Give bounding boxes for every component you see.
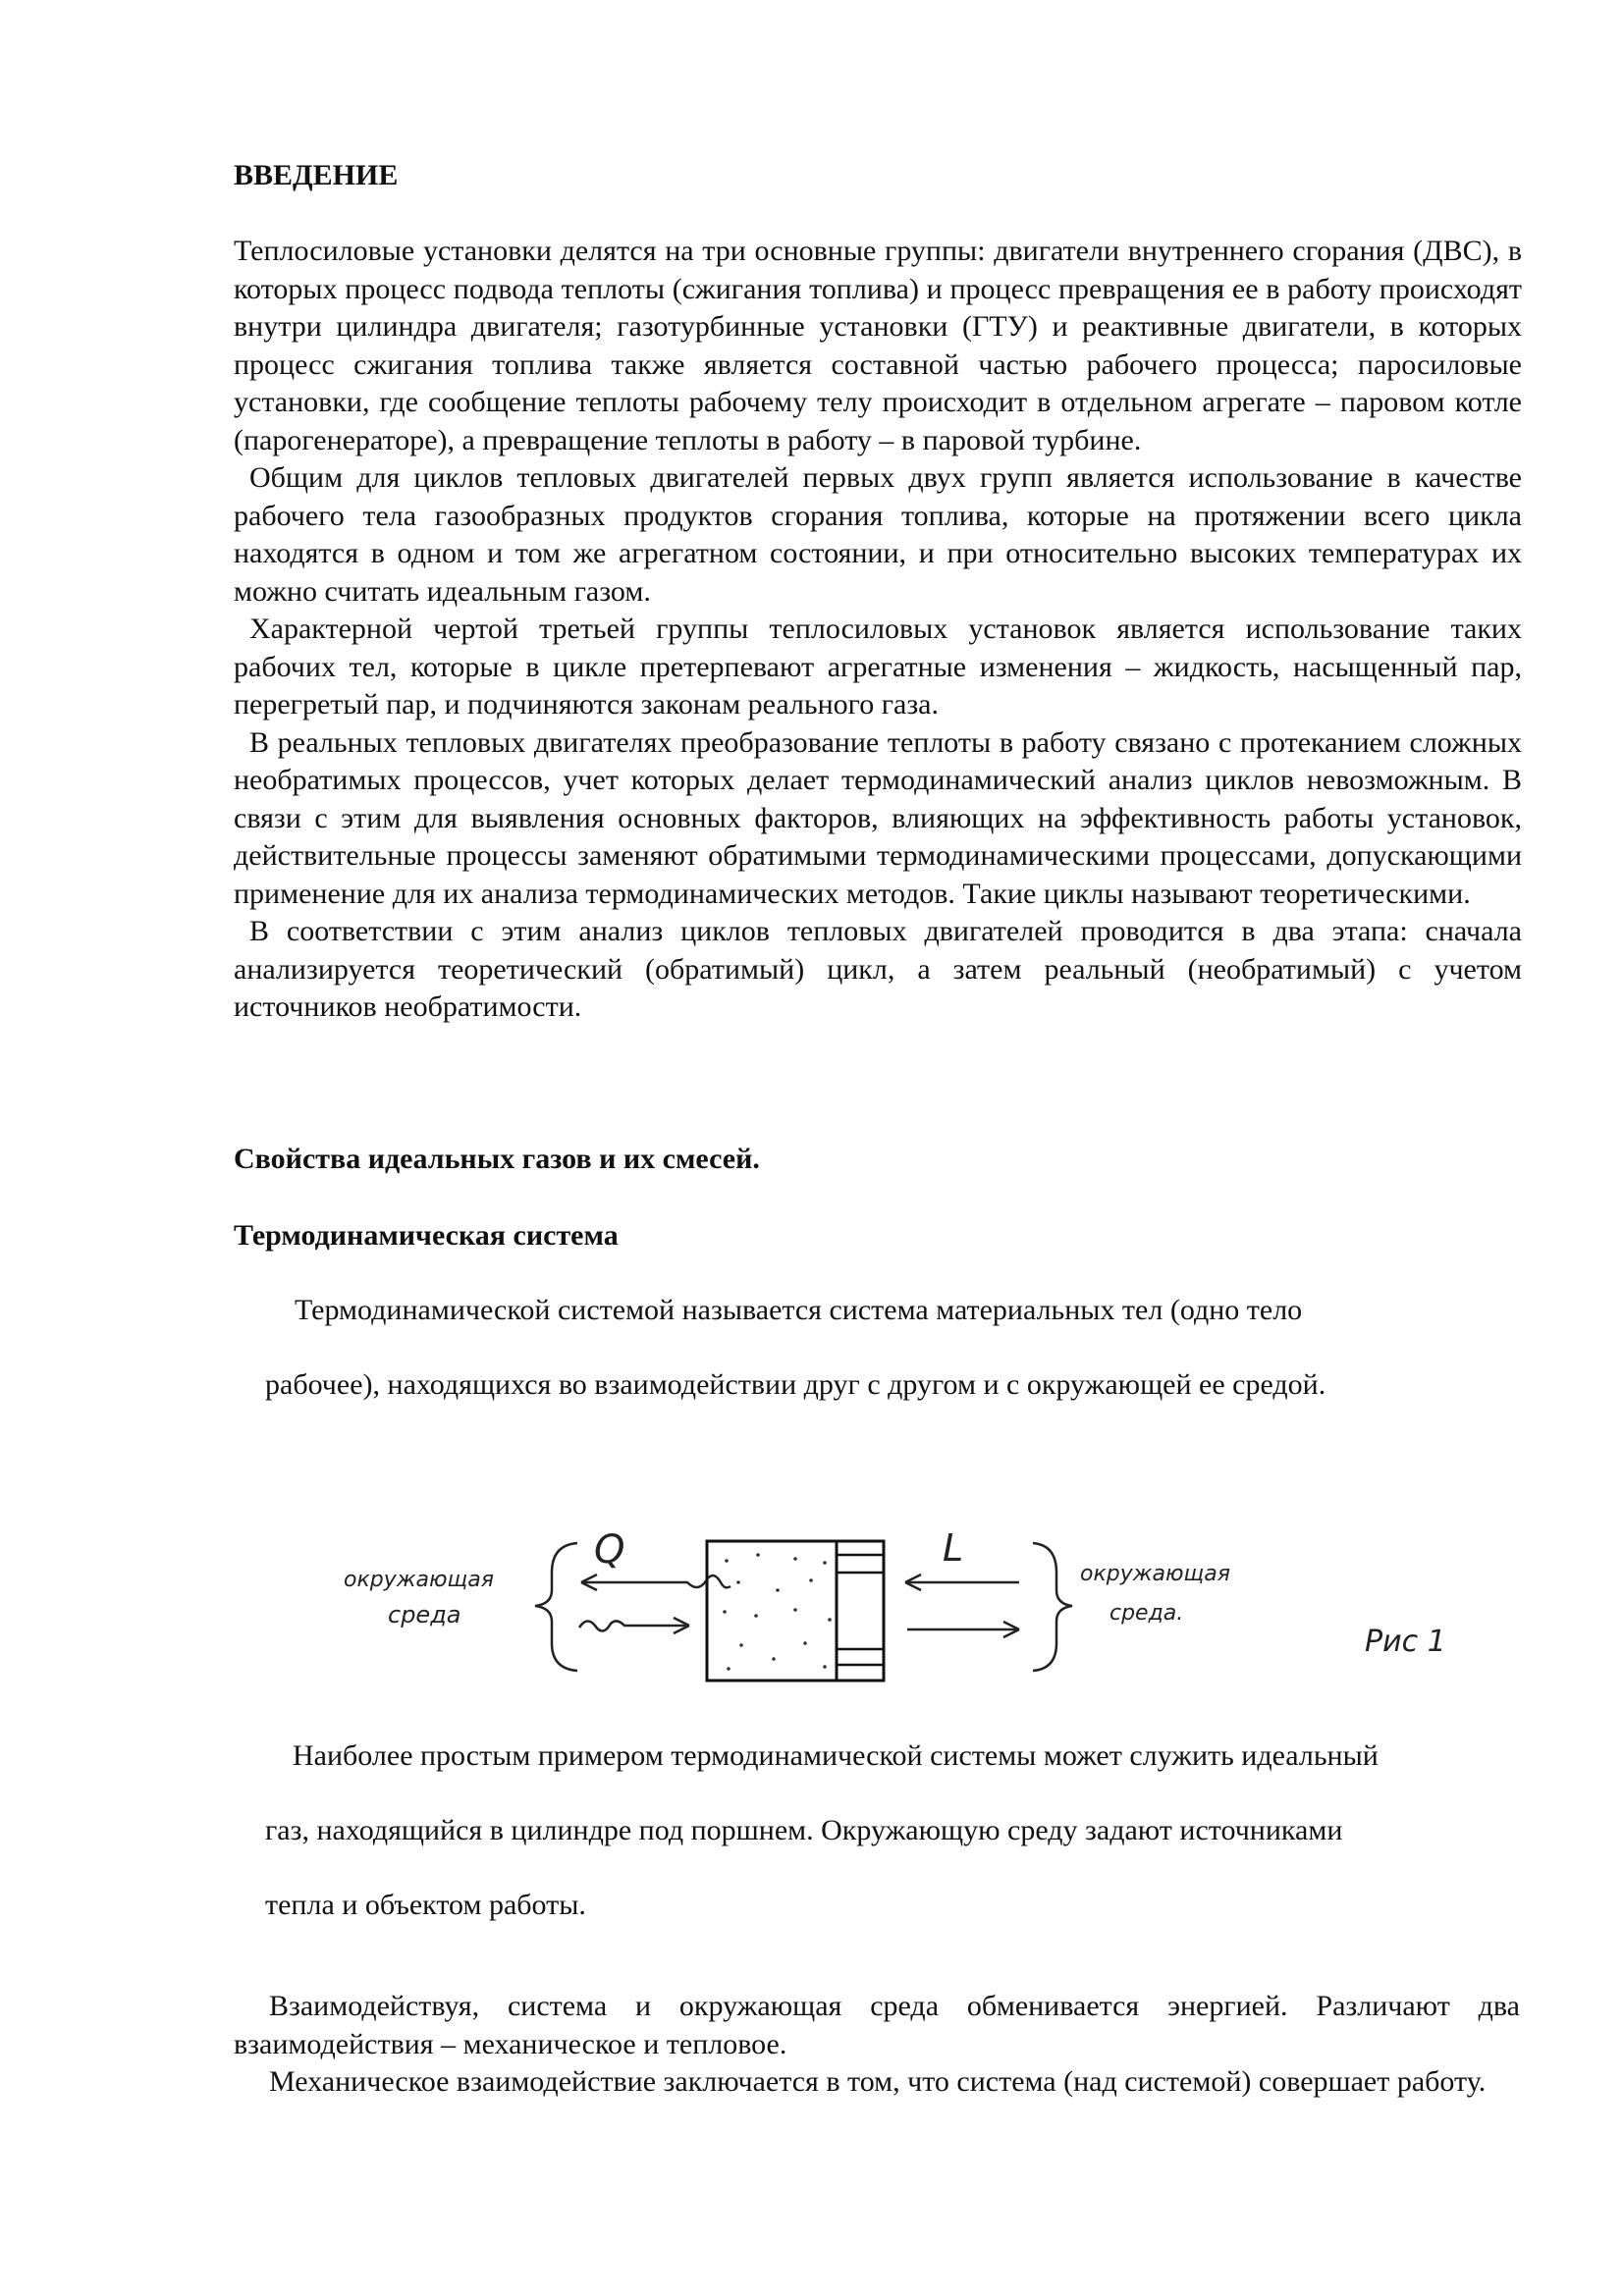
figure-thermodynamic-system — [334, 1522, 1532, 1688]
interaction-paragraph-2: Механическое взаимодействие заключается в том, что система (над системой) совершает работу. — [269, 2065, 1487, 2098]
figure-caption: Рис 1 — [1365, 1625, 1446, 1659]
right-label-bottom: среда. — [1109, 1601, 1184, 1626]
intro-paragraph-1: Теплосиловые установки делятся на три основные группы: двигатели внутреннего сгорания (ДВС), в которых процесс подвода теплоты (сжигания топлива) и процесс превращения ее в работу происходят внутри цилиндра двигателя; газотурбинные установки (ГТУ) и реактивные двигатели, в которых процесс сжигания топлива также является составной частью рабочего процесса; паросиловые установки, где сообщение теплоты рабочему телу происходит в отдельном агрегате – паровом котле (парогенераторе), а превращение теплоты в работу – в паровой турбине. — [234, 235, 1522, 456]
work-symbol: L — [943, 1526, 964, 1570]
right-label-top: окружающая — [1080, 1562, 1230, 1586]
example-text — [265, 1737, 1553, 1924]
intro-heading: ВВЕДЕНИЕ — [234, 159, 399, 191]
intro-text — [234, 233, 1522, 1027]
left-label-bottom: среда — [388, 1601, 461, 1629]
intro-paragraph-5: В соответствии с этим анализ циклов тепловых двигателей проводится в два этапа: сначала анализируется теоретический (обратимый) цикл, а затем реальный (необратимый) с учетом источников необратимости. — [234, 915, 1522, 1023]
intro-paragraph-3: Характерной чертой третьей группы теплосиловых установок является использование таких рабочих тел, которые в цикле претерпевают агрегатные изменения – жидкость, насыщенный пар, перегретый пар, и подчиняются законам реального газа. — [234, 613, 1522, 721]
right-brace — [1033, 1543, 1072, 1671]
interaction-text — [234, 1988, 1520, 2102]
system-line-1: Термодинамической системой называется система материальных тел (одно тело — [295, 1294, 1303, 1326]
example-line-2: газ, находящийся в цилиндре под поршнем. Окружающую среду задают источниками — [265, 1814, 1343, 1846]
system-line-2: рабочее), находящихся во взаимодействии друг с другом и с окружающей ее средой. — [265, 1368, 1326, 1401]
intro-paragraph-4: В реальных тепловых двигателях преобразование теплоты в работу связано с протеканием сложных необратимых процессов, учет которых делает термодинамический анализ циклов невозможным. В связи с этим для выявления основных факторов, влияющих на эффективность работы установок, действительные процессы заменяют обратимыми термодинамическими процессами, допускающими применение для их анализа термодинамических методов. Такие циклы называют теоретическими. — [234, 725, 1522, 910]
left-label-top: окружающая — [344, 1568, 494, 1592]
system-diagram — [334, 1522, 1532, 1688]
interaction-paragraph-1: Взаимодействуя, система и окружающая среда обменивается энергией. Различают два взаимодействия – механическое и тепловое. — [234, 1990, 1520, 2060]
left-brace — [535, 1543, 577, 1671]
system-heading: Термодинамическая система — [234, 1219, 619, 1252]
properties-heading: Свойства идеальных газов и их смесей. — [234, 1143, 760, 1175]
heat-symbol: Q — [594, 1527, 625, 1573]
example-line-3: тепла и объектом работы. — [265, 1889, 586, 1921]
example-line-1: Наиболее простым примером термодинамической системы может служить идеальный — [293, 1739, 1379, 1772]
gas-particles — [723, 1553, 832, 1671]
intro-paragraph-2: Общим для циклов тепловых двигателей первых двух групп является использование в качестве рабочего тела газообразных продуктов сгорания топлива, которые на протяжении всего цикла находятся в одном и том же агрегатном состоянии, и при относительно высоких температурах их можно считать идеальным газом. — [234, 461, 1522, 608]
heat-in-arrow — [579, 1621, 689, 1630]
system-definition — [265, 1292, 1553, 1404]
